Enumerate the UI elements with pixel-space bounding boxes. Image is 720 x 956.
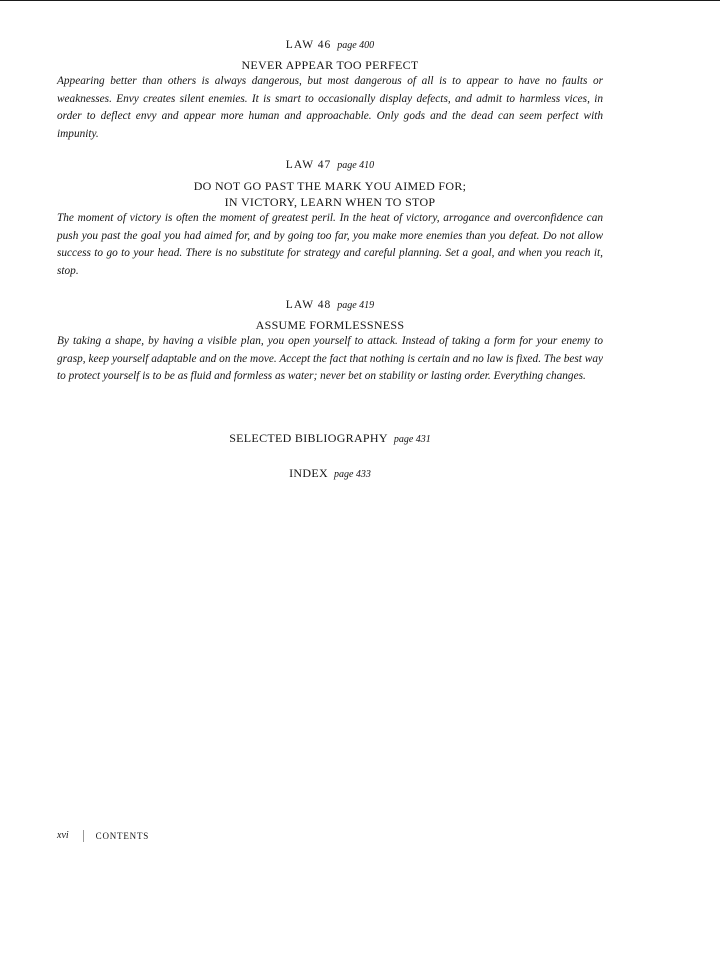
law-summary: The moment of victory is often the moment of greatest peril. In the heat of victory, arrogance and overconfidence can push you past the goal you had aimed for, and by going too far, you make more enemies than you defeat. Do not allow success to go to your head. There is no substitute for strategy and careful planning. Set a goal, and when you reach it, stop. <box>57 212 603 277</box>
law-page-ref: page 400 <box>337 40 375 51</box>
section-label: INDEX <box>289 466 328 480</box>
law-title-line: IN VICTORY, LEARN WHEN TO STOP <box>224 195 436 209</box>
law-summary: By taking a shape, by having a visible plan, you open yourself to attack. Instead of taking a form for your enemy to grasp, keep yourself adaptable and on the move. Accept the fact that nothing is certain and no law is fixed. The best way to protect yourself is to be as fluid and formless as water; never bet on stability or lasting order. Everything changes. <box>57 335 603 383</box>
law-title-line: NEVER APPEAR TOO PERFECT <box>241 58 419 72</box>
footer-divider <box>83 830 84 842</box>
law-title-line: ASSUME FORMLESSNESS <box>255 318 405 332</box>
law-number-header <box>57 157 603 173</box>
law-page-ref: page 419 <box>337 300 375 311</box>
law-number-header <box>57 37 603 53</box>
law-title <box>57 178 603 210</box>
law-number: LAW 46 <box>285 39 332 51</box>
law-title-line: DO NOT GO PAST THE MARK YOU AIMED FOR; <box>193 179 467 193</box>
law-entry-47 <box>57 157 603 280</box>
law-entry-48 <box>57 297 603 386</box>
top-border-rule <box>0 0 720 1</box>
section-page-ref: page 431 <box>393 434 431 445</box>
law-summary: Appearing better than others is always dangerous, but most dangerous of all is to appear to have no faults or weaknesses. Envy creates silent enemies. It is smart to occasionally display defects, and admit to harmless vices, in order to deflect envy and appear more human and approachable. Only gods and the dead can seem perfect with impunity. <box>57 75 603 140</box>
running-head: CONTENTS <box>95 831 150 841</box>
page-footer <box>57 829 149 843</box>
law-number: LAW 48 <box>285 299 332 311</box>
section-page-ref: page 433 <box>333 469 371 480</box>
law-number-header <box>57 297 603 313</box>
law-page-ref: page 410 <box>337 160 375 171</box>
section-label: SELECTED BIBLIOGRAPHY <box>229 431 388 445</box>
law-entry-46 <box>57 37 603 143</box>
law-number: LAW 47 <box>285 159 332 171</box>
law-title <box>57 57 603 73</box>
law-title <box>57 317 603 333</box>
bibliography-entry <box>57 430 603 448</box>
index-entry <box>57 465 603 483</box>
page-number: xvi <box>57 830 69 841</box>
